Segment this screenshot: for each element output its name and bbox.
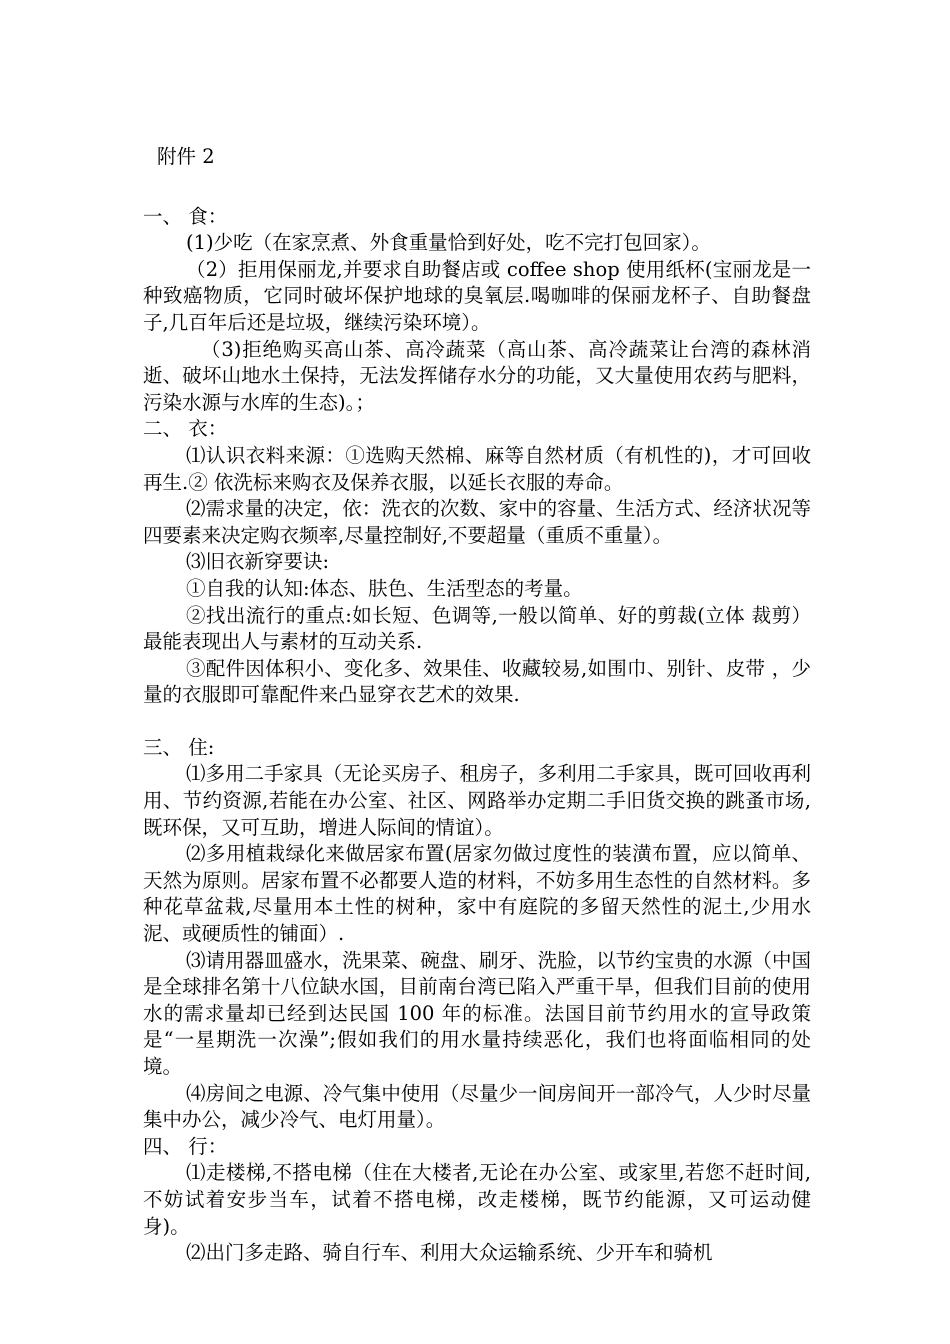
clothing-paragraph-1: ⑴认识衣料来源：①选购天然棉、麻等自然材质（有机性的)，才可回收再生.② 依洗标来购衣及保养衣服，以延长衣服的寿命。 [143, 443, 811, 494]
clothing-paragraph-3: ⑶旧衣新穿要诀: [186, 550, 330, 574]
housing-paragraph-3: ⑶请用器皿盛水，洗果菜、碗盘、刷牙、洗脸，以节约宝贵的水源（中国是全球排名第十八位缺水国，目前南台湾已陷入严重干旱，但我们目前的使用水的需求量却已经到达民国 100 年的标准。法国目前节约用水的宣导政策是“一星期洗一次澡”;假如我们的用水量持续恶化，我们也将面临相同的处境。 [143, 948, 811, 1078]
document-body [143, 144, 811, 1267]
section-heading-food: 一、 食： [143, 204, 228, 228]
transport-paragraph-1: ⑴走楼梯,不搭电梯（住在大楼者,无论在办公室、或家里,若您不赶时间,不妨试着安步当车，试着不搭电梯，改走楼梯，既节约能源，又可运动健身)。 [143, 1161, 811, 1238]
housing-paragraph-4: ⑷房间之电源、冷气集中使用（尽量少一间房间开一部冷气，人少时尽量集中办公，减少冷气、电灯用量）。 [143, 1081, 811, 1132]
transport-paragraph-2: ⑵出门多走路、骑自行车、利用大众运输系统、少开车和骑机 [186, 1241, 713, 1265]
attachment-label: 附件 2 [157, 145, 215, 168]
clothing-paragraph-6: ③配件因体积小、变化多、效果佳、收藏较易,如围巾、别针、皮带 ，少量的衣服即可靠配件来凸显穿衣艺术的效果. [143, 656, 811, 707]
housing-paragraph-2: ⑵多用植栽绿化来做居家布置(居家勿做过度性的装潢布置，应以简单、天然为原则。居家布置不必都要人造的材料，不妨多用生态性的自然材料。多种花草盆栽,尽量用本土性的树种，家中有庭院的多留天然性的泥土,少用水泥、或硬质性的铺面）. [143, 842, 811, 946]
food-paragraph-2: （2）拒用保丽龙,并要求自助餐店或 coffee shop 使用纸杯(宝丽龙是一种致癌物质，它同时破坏保护地球的臭氧层.喝咖啡的保丽龙杯子、自助餐盘子,几百年后还是垃圾，继续污染环境）。 [143, 257, 811, 334]
food-paragraph-1: (1)少吃（在家烹煮、外食重量恰到好处，吃不完打包回家）。 [186, 231, 711, 255]
food-paragraph-3: （3)拒绝购买高山茶、高冷蔬菜（高山茶、高冷蔬菜让台湾的森林消逝、破坏山地水土保持，无法发挥储存水分的功能，又大量使用农药与肥料，污染水源与水库的生态)。； [143, 337, 811, 414]
section-heading-clothing: 二、 衣： [143, 417, 228, 441]
section-heading-housing: 三、 住: [143, 735, 215, 759]
clothing-paragraph-2: ⑵需求量的决定，依：洗衣的次数、家中的容量、生活方式、经济状况等四要素来决定购衣频率,尽量控制好,不要超量（重质不重量）。 [143, 497, 811, 547]
housing-paragraph-1: ⑴多用二手家具（无论买房子、租房子，多利用二手家具，既可回收再利用、节约资源,若能在办公室、社区、网路举办定期二手旧货交换的跳蚤市场,既环保，又可互助，增进人际间的情谊）。 [143, 762, 811, 839]
section-heading-transport: 四、 行： [143, 1134, 228, 1158]
clothing-paragraph-5: ②找出流行的重点:如长短、色调等,一般以简单、好的剪裁(立体 裁剪）最能表现出人与素材的互动关系. [143, 603, 811, 654]
clothing-paragraph-4: ①自我的认知:体态、肤色、生活型态的考量。 [186, 576, 583, 600]
section-spacer [143, 709, 811, 735]
